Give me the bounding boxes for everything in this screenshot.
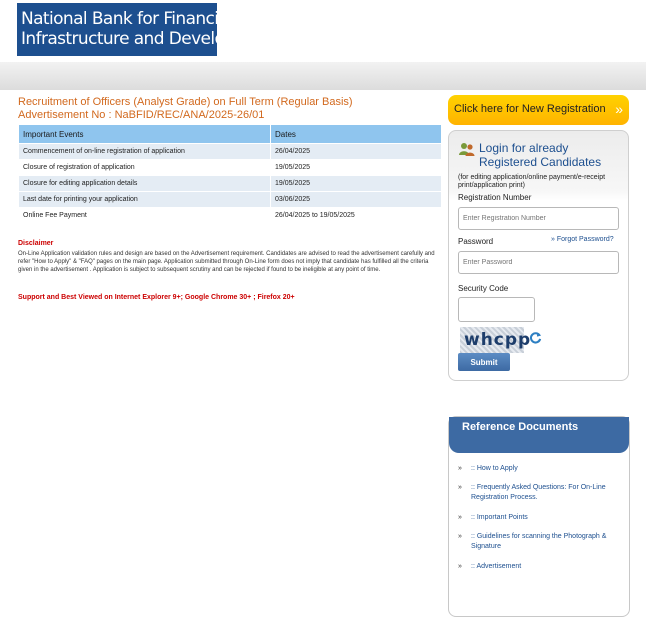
security-code-input[interactable] bbox=[458, 297, 535, 322]
nav-band bbox=[0, 62, 646, 90]
nabfid-logo[interactable] bbox=[17, 3, 277, 56]
bullet-icon: » bbox=[458, 533, 462, 540]
refresh-icon[interactable] bbox=[529, 331, 542, 344]
forgot-password-link[interactable]: » Forgot Password? bbox=[551, 236, 614, 243]
reference-link-label: :: Guidelines for scanning the Photograph & Signature bbox=[471, 533, 607, 550]
reference-documents-title: Reference Documents bbox=[449, 417, 629, 453]
event-cell: Online Fee Payment bbox=[19, 208, 271, 224]
registration-number-input[interactable] bbox=[458, 207, 619, 230]
table-row bbox=[19, 208, 442, 224]
table-header-row bbox=[19, 125, 442, 144]
event-cell: Last date for printing your application bbox=[19, 192, 271, 208]
login-title bbox=[479, 141, 601, 169]
date-cell: 19/05/2025 bbox=[271, 160, 442, 176]
users-icon bbox=[459, 141, 475, 157]
disclaimer-text: On-Line Application validation rules and design are based on the Advertisement requirement. Candidates are advised to read the advertisement carefully and refer "How to Apply" & "FAQ" pages on the main page. Application submitted through On-Line form does not imply that candidate has fulfilled all the criteria given in the advertisement . Application is subject to subsequent scrutiny and can be rejected if found to be ineligible at any point of time. bbox=[18, 251, 435, 273]
password-label: Password bbox=[458, 237, 494, 246]
bullet-icon: » bbox=[458, 514, 462, 521]
page-heading bbox=[18, 96, 353, 122]
security-code-label: Security Code bbox=[458, 284, 509, 293]
submit-button[interactable]: Submit bbox=[458, 353, 510, 371]
reference-link-label: :: Important Points bbox=[471, 514, 528, 521]
date-cell: 26/04/2025 bbox=[271, 144, 442, 160]
reference-link-label: :: How to Apply bbox=[471, 465, 518, 472]
reference-documents-panel bbox=[448, 416, 630, 617]
browser-support-note: Support and Best Viewed on Internet Explorer 9+; Google Chrome 30+ ; Firefox 20+ bbox=[18, 294, 295, 301]
bullet-icon: » bbox=[458, 484, 462, 491]
login-panel bbox=[448, 130, 629, 381]
event-cell: Closure for editing application details bbox=[19, 176, 271, 192]
event-cell: Closure of registration of application bbox=[19, 160, 271, 176]
header bbox=[0, 0, 646, 62]
new-registration-button[interactable] bbox=[448, 95, 629, 125]
double-chevron-right-icon: » bbox=[615, 101, 623, 117]
important-events-table bbox=[18, 124, 442, 224]
table-row bbox=[19, 192, 442, 208]
table-row bbox=[19, 176, 442, 192]
reference-link-label: :: Frequently Asked Questions: For On-Line Registration Process. bbox=[471, 484, 606, 501]
logo-line-1: National Bank for Financing bbox=[21, 9, 239, 29]
login-note: (for editing application/online payment/e-receipt print/application print) bbox=[458, 174, 606, 189]
new-registration-label: Click here for New Registration bbox=[454, 103, 606, 115]
page-title: Recruitment of Officers (Analyst Grade) on Full Term (Regular Basis) bbox=[18, 96, 353, 108]
registration-number-label: Registration Number bbox=[458, 193, 532, 202]
bullet-icon: » bbox=[458, 465, 462, 472]
captcha-image bbox=[460, 327, 532, 353]
date-cell: 26/04/2025 to 19/05/2025 bbox=[271, 208, 442, 224]
disclaimer-heading: Disclaimer bbox=[18, 240, 54, 247]
column-header-dates: Dates bbox=[271, 125, 442, 144]
reference-link-label: :: Advertisement bbox=[471, 563, 522, 570]
table-row bbox=[19, 160, 442, 176]
event-cell: Commencement of on-line registration of application bbox=[19, 144, 271, 160]
login-title-line-2: Registered Candidates bbox=[479, 155, 602, 169]
advertisement-number: Advertisement No : NaBFID/REC/ANA/2025-26/01 bbox=[18, 109, 265, 121]
bullet-icon: » bbox=[458, 563, 462, 570]
table-row bbox=[19, 144, 442, 160]
password-input[interactable] bbox=[458, 251, 619, 274]
column-header-events: Important Events bbox=[19, 125, 271, 144]
logo-line-2: Infrastructure and Development bbox=[21, 29, 277, 49]
date-cell: 19/05/2025 bbox=[271, 176, 442, 192]
captcha-text: whcpp bbox=[464, 330, 532, 350]
login-title-line-1: Login for already bbox=[479, 141, 569, 155]
date-cell: 03/06/2025 bbox=[271, 192, 442, 208]
